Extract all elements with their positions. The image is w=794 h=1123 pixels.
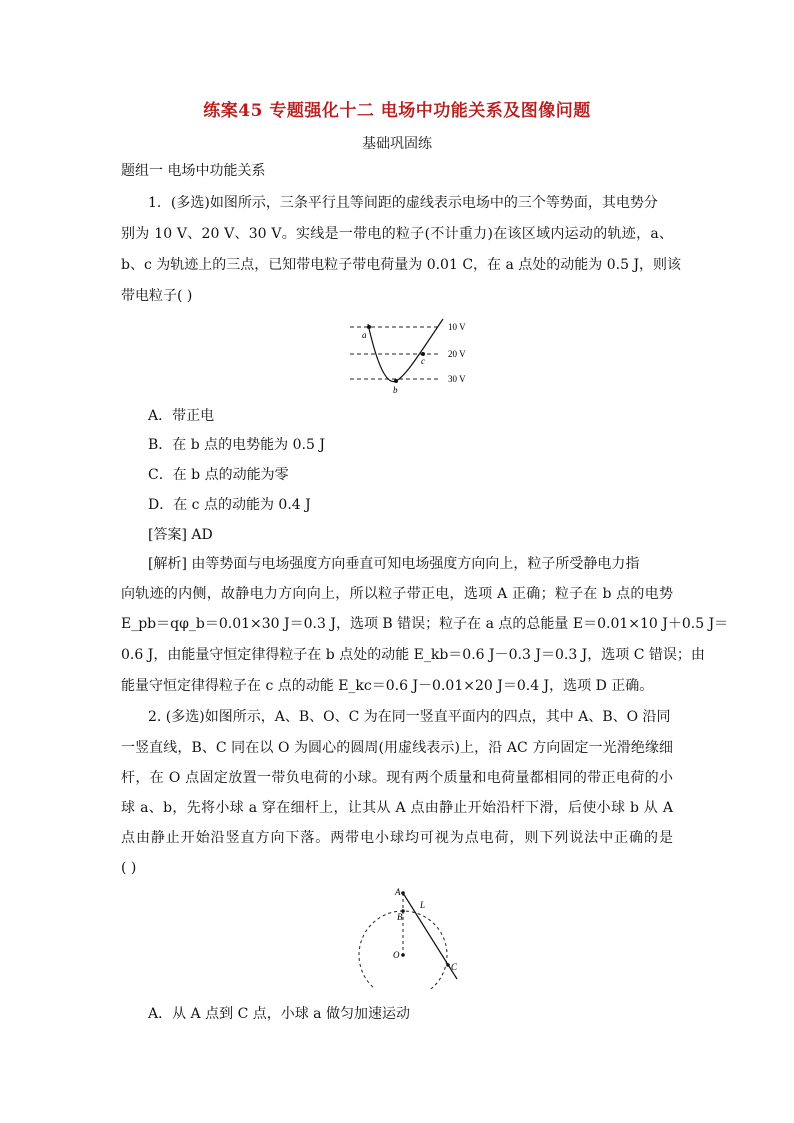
q1-stem-line: 1．(多选)如图所示，三条平行且等间距的虚线表示电场中的三个等势面，其电势分 bbox=[148, 195, 658, 211]
q1-stem-line: 别为 10 V、20 V、30 V。实线是一带电的粒子(不计重力)在该区域内运动的轨迹，a、 bbox=[121, 226, 673, 242]
q2-stem-line: 杆，在 O 点固定放置一带负电荷的小球。现有两个质量和电荷量都相同的带正电荷的小 bbox=[121, 770, 673, 786]
label-a: a bbox=[362, 330, 367, 340]
label-L: L bbox=[420, 900, 426, 910]
q1-stem-line: b、c 为轨迹上的三点，已知带电粒子带电荷量为 0.01 C，在 a 点处的动能为 0.5 J，则该 bbox=[121, 257, 682, 273]
label-C: C bbox=[451, 962, 458, 972]
q1-analysis-line: 能量守恒定律得粒子在 c 点的动能 E_kc＝0.6 J－0.01×20 J＝0.4 J，选项 D 正确。 bbox=[121, 678, 654, 694]
q1-answer: [答案] AD bbox=[148, 527, 213, 543]
point-O bbox=[401, 953, 405, 957]
label-10v: 10 V bbox=[448, 322, 466, 332]
label-c: c bbox=[421, 356, 425, 366]
point-A bbox=[401, 891, 405, 895]
equipotential-figure bbox=[340, 318, 480, 394]
point-C bbox=[446, 963, 450, 967]
q1-option-a: A．带正电 bbox=[148, 408, 215, 424]
q2-stem-line: 球 a、b，先将小球 a 穿在细杆上，让其从 A 点由静止开始沿杆下滑，后使小球 b 从 A bbox=[121, 800, 673, 816]
q2-stem-line: ( ) bbox=[121, 860, 137, 876]
q1-analysis-line: E_pb＝qφ_b＝0.01×30 J＝0.3 J，选项 B 错误；粒子在 a 点的总能量 E＝0.01×10 J＋0.5 J＝ bbox=[121, 616, 729, 632]
q1-analysis-line: [解析] 由等势面与电场强度方向垂直可知电场强度方向向上，粒子所受静电力指 bbox=[148, 556, 640, 572]
label-20v: 20 V bbox=[448, 349, 466, 359]
q2-stem-line: 2. (多选)如图所示，A、B、O、C 为在同一竖直平面内的四点，其中 A、B、O 沿同 bbox=[148, 709, 671, 725]
q2-stem-line: 点由静止开始沿竖直方向下落。两带电小球均可视为点电荷，则下列说法中正确的是 bbox=[121, 830, 673, 846]
trajectory-curve bbox=[368, 319, 443, 382]
q1-analysis-line: 向轨迹的内侧，故静电力方向向上，所以粒子带正电，选项 A 正确；粒子在 b 点的电势 bbox=[121, 586, 673, 602]
page-title: 练案45 专题强化十二 电场中功能关系及图像问题 bbox=[203, 101, 591, 121]
q2-option-a: A．从 A 点到 C 点，小球 a 做匀加速运动 bbox=[148, 1006, 410, 1022]
q1-analysis-line: 0.6 J，由能量守恒定律得粒子在 b 点处的动能 E_kb＝0.6 J－0.3 J＝0.3 J，选项 C 错误；由 bbox=[121, 647, 705, 663]
q1-stem-line: 带电粒子( ) bbox=[121, 288, 193, 304]
q1-option-c: C．在 b 点的动能为零 bbox=[148, 467, 289, 483]
label-b: b bbox=[393, 385, 398, 394]
group-heading: 题组一 电场中功能关系 bbox=[121, 163, 266, 179]
point-b bbox=[394, 379, 398, 383]
label-B: B bbox=[397, 912, 403, 922]
circle-rod-figure bbox=[355, 884, 470, 989]
point-a bbox=[367, 325, 371, 329]
label-O: O bbox=[393, 950, 400, 960]
page-subtitle: 基础巩固练 bbox=[362, 136, 432, 152]
q1-option-b: B．在 b 点的电势能为 0.5 J bbox=[148, 437, 325, 453]
q1-option-d: D．在 c 点的动能为 0.4 J bbox=[148, 497, 311, 513]
label-30v: 30 V bbox=[448, 374, 466, 384]
label-A: A bbox=[395, 887, 401, 897]
q2-stem-line: 一竖直线，B、C 同在以 O 为圆心的圆周(用虚线表示)上，沿 AC 方向固定一光滑绝缘细 bbox=[121, 740, 673, 756]
